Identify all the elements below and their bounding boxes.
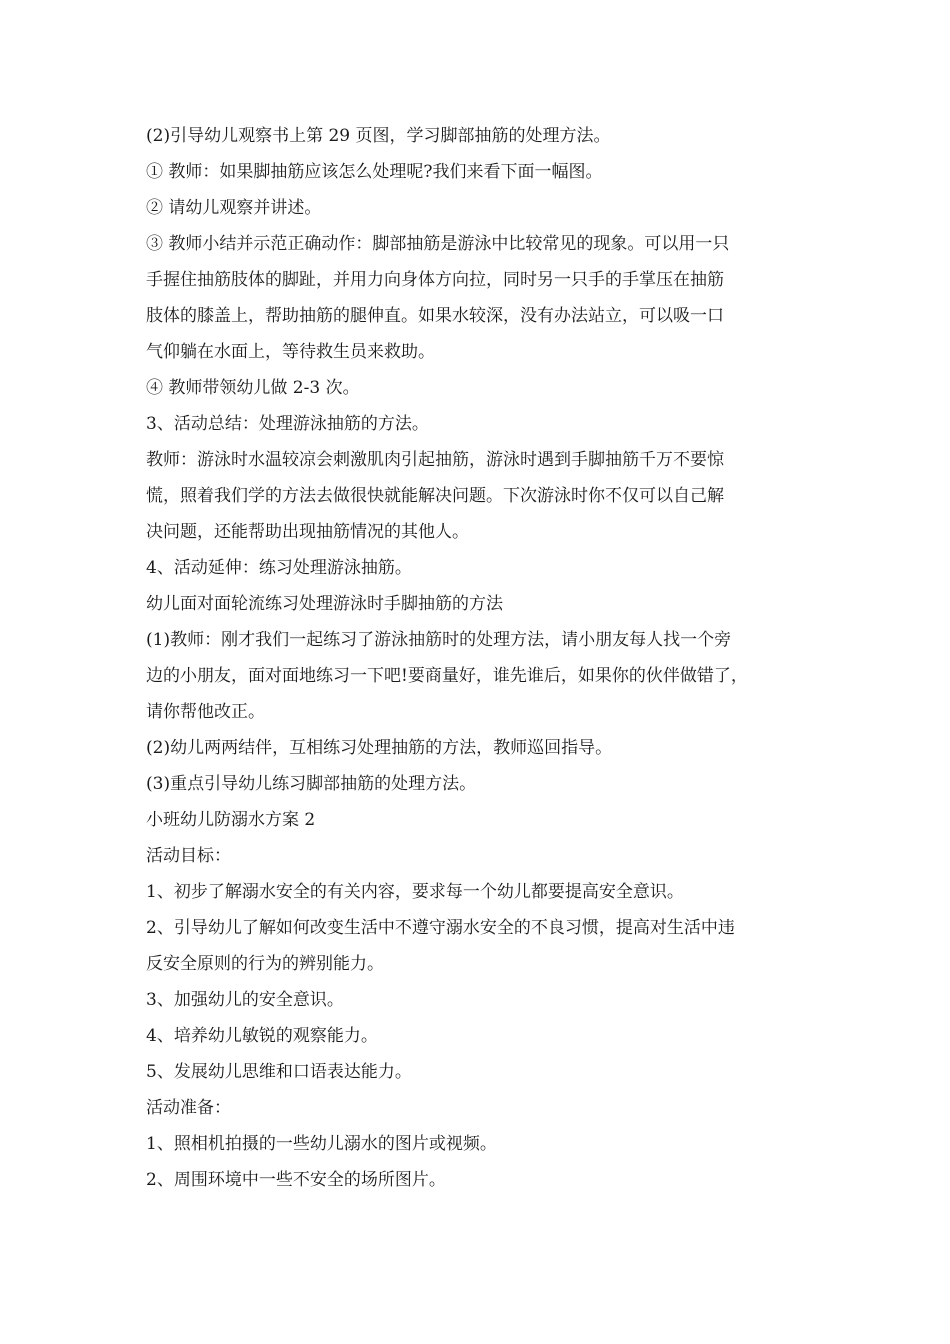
text-line: (3)重点引导幼儿练习脚部抽筋的处理方法。 <box>146 774 477 794</box>
text-line: 2、周围环境中一些不安全的场所图片。 <box>146 1170 446 1190</box>
text-line: 活动目标： <box>146 846 231 866</box>
text-line: ① 教师：如果脚抽筋应该怎么处理呢?我们来看下面一幅图。 <box>146 162 603 182</box>
text-line: 边的小朋友，面对面地练习一下吧!要商量好，谁先谁后，如果你的伙伴做错了， <box>146 666 748 686</box>
text-line: ③ 教师小结并示范正确动作：脚部抽筋是游泳中比较常见的现象。可以用一只 <box>146 234 730 254</box>
section-heading: 小班幼儿防溺水方案 2 <box>146 810 316 830</box>
text-line: 气仰躺在水面上，等待救生员来救助。 <box>146 342 435 362</box>
text-line: 3、加强幼儿的安全意识。 <box>146 990 344 1010</box>
text-line: (1)教师：刚才我们一起练习了游泳抽筋时的处理方法，请小朋友每人找一个旁 <box>146 630 732 650</box>
text-line: 4、活动延伸：练习处理游泳抽筋。 <box>146 558 412 578</box>
text-line: 3、活动总结：处理游泳抽筋的方法。 <box>146 414 429 434</box>
text-line: 反安全原则的行为的辨别能力。 <box>146 954 384 974</box>
text-line: 慌，照着我们学的方法去做很快就能解决问题。下次游泳时你不仅可以自己解 <box>146 486 724 506</box>
text-line: 1、初步了解溺水安全的有关内容，要求每一个幼儿都要提高安全意识。 <box>146 882 684 902</box>
text-line: 请你帮他改正。 <box>146 702 265 722</box>
text-line: 手握住抽筋肢体的脚趾，并用力向身体方向拉，同时另一只手的手掌压在抽筋 <box>146 270 724 290</box>
text-line: 决问题，还能帮助出现抽筋情况的其他人。 <box>146 522 469 542</box>
text-line: (2)幼儿两两结伴，互相练习处理抽筋的方法，教师巡回指导。 <box>146 738 613 758</box>
text-line: 5、发展幼儿思维和口语表达能力。 <box>146 1062 412 1082</box>
text-line: 活动准备： <box>146 1098 231 1118</box>
document-body <box>146 118 822 1198</box>
text-line: ② 请幼儿观察并讲述。 <box>146 198 322 218</box>
text-line: 幼儿面对面轮流练习处理游泳时手脚抽筋的方法 <box>146 594 503 614</box>
text-line: 肢体的膝盖上，帮助抽筋的腿伸直。如果水较深，没有办法站立，可以吸一口 <box>146 306 724 326</box>
text-line: ④ 教师带领幼儿做 2-3 次。 <box>146 378 360 398</box>
text-line: 1、照相机拍摄的一些幼儿溺水的图片或视频。 <box>146 1134 497 1154</box>
text-line: 4、培养幼儿敏锐的观察能力。 <box>146 1026 378 1046</box>
text-line: 教师：游泳时水温较凉会刺激肌肉引起抽筋，游泳时遇到手脚抽筋千万不要惊 <box>146 450 724 470</box>
text-line: (2)引导幼儿观察书上第 29 页图，学习脚部抽筋的处理方法。 <box>146 126 611 146</box>
text-line: 2、引导幼儿了解如何改变生活中不遵守溺水安全的不良习惯，提高对生活中违 <box>146 918 735 938</box>
